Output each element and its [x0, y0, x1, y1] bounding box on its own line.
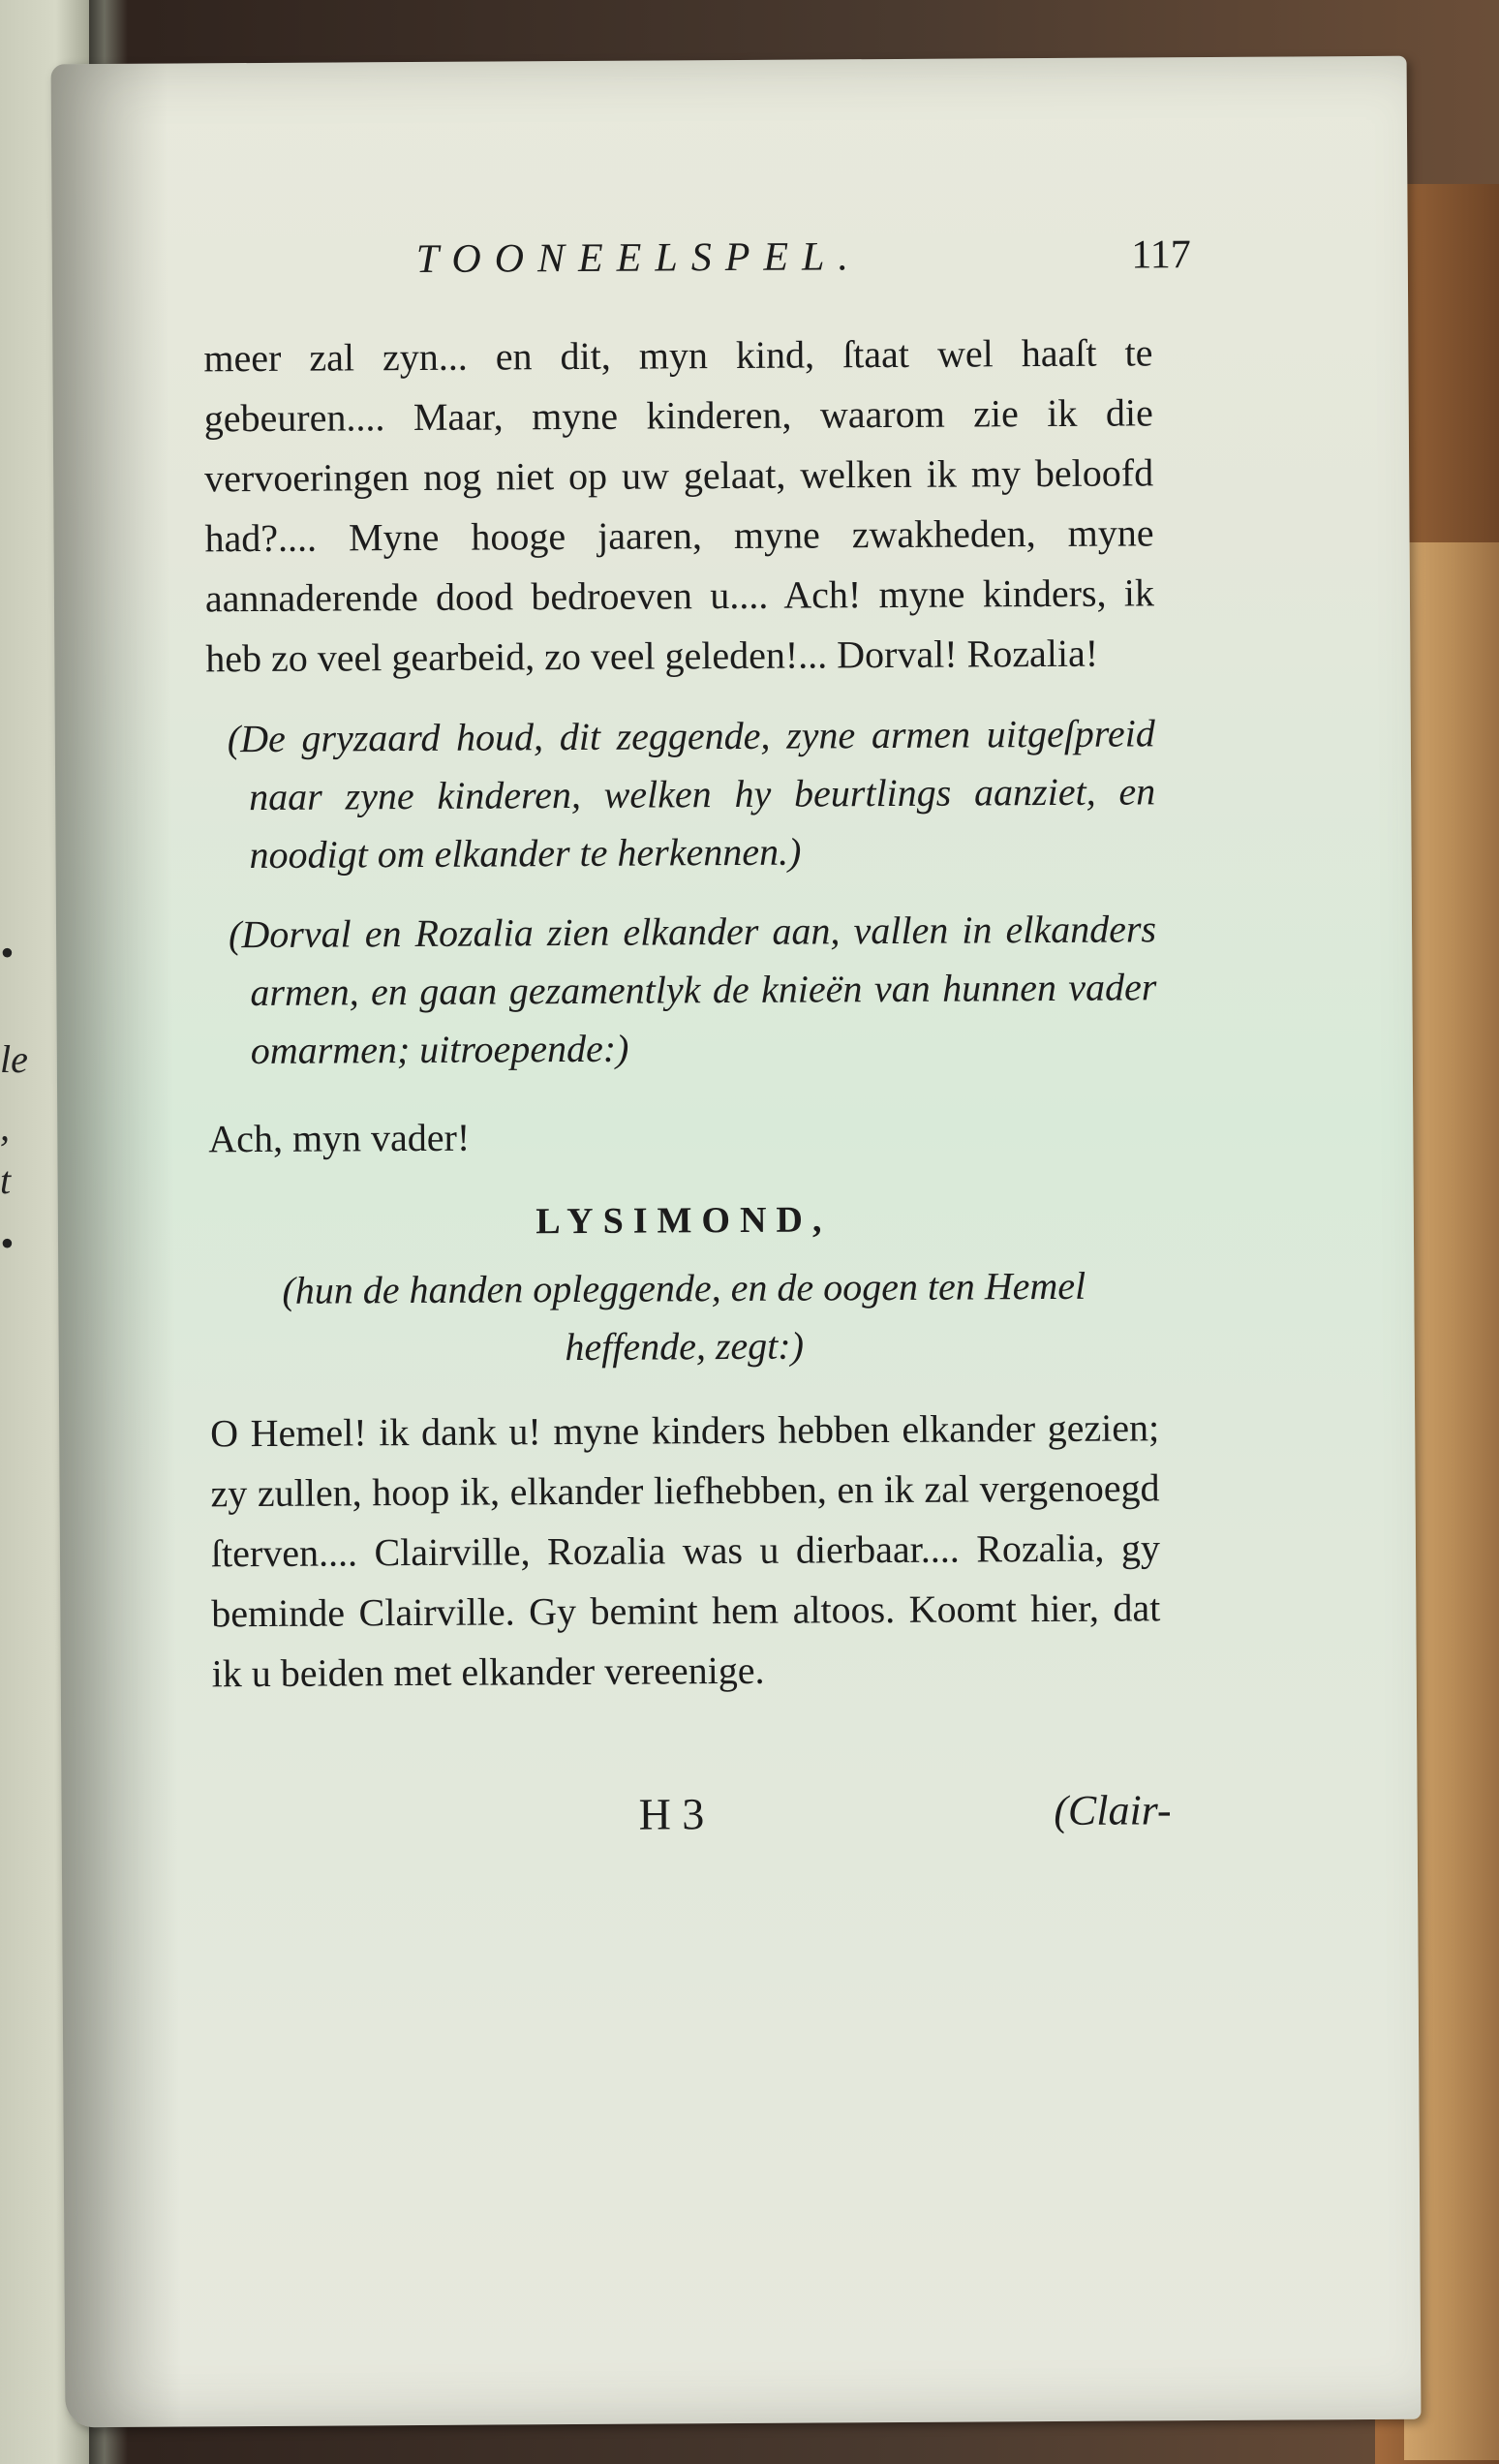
page-content [203, 231, 1191, 1859]
left-page-fragment: t [0, 1158, 12, 1202]
signature-mark: H 3 [638, 1789, 705, 1839]
left-page-fragment: , [0, 1105, 10, 1149]
stage-direction-3: (hun de handen opleggende, en de oogen ten Hemel heffende, zegt:) [282, 1263, 1086, 1370]
speech-1: Ach, myn vader! [208, 1115, 471, 1161]
left-page-fragment: le [0, 1037, 28, 1081]
paragraph-1: meer zal zyn... en dit, myn kind, ſtaat wel haaſt te gebeuren.... Maar, myne kinderen, waarom zie ik die vervoeringen nog niet op uw gelaat, welken ik my beloofd had?.... Myne hooge jaaren, myne zwakheden, myne aannaderende dood bedroeven u.... Ach! myne kinders, ik heb zo veel gearbeid, zo veel geleden!... Dorval! Rozalia! [203, 330, 1155, 681]
page-number: 117 [1131, 232, 1191, 278]
running-head [203, 231, 1191, 315]
speaker-name: LYSIMOND, [535, 1199, 832, 1243]
left-page-fragment: • [0, 931, 15, 974]
stage-direction-2: (Dorval en Rozalia zien elkander aan, vallen in elkanders armen, en gaan gezamentlyk de knieën van hunnen vader omarmen; uitroepende:) [228, 907, 1157, 1073]
running-head-title: TOONEELSPEL. [415, 234, 863, 282]
left-page-fragment: • [0, 1221, 15, 1265]
stage-direction-1: (De gryzaard houd, dit zeggende, zyne armen uitgeſpreid naar zyne kinderen, welken hy beurtlings aanziet, en noodigt om elkander te herkennen.) [227, 711, 1156, 878]
right-page [51, 56, 1422, 2428]
page-shadow [51, 64, 182, 2428]
catchword: (Clair- [1054, 1786, 1172, 1835]
page-footer [212, 1785, 1172, 1859]
paragraph-2: O Hemel! ik dank u! myne kinders hebben elkander gezien; zy zullen, hoop ik, elkander liefhebben, en ik zal vergenoegd ſterven.... Clairville, Rozalia was u dierbaar.... Rozalia, gy beminde Clairville. Gy bemint hem altoos. Koomt hier, dat ik u beiden met elkander vereenige. [210, 1405, 1161, 1696]
